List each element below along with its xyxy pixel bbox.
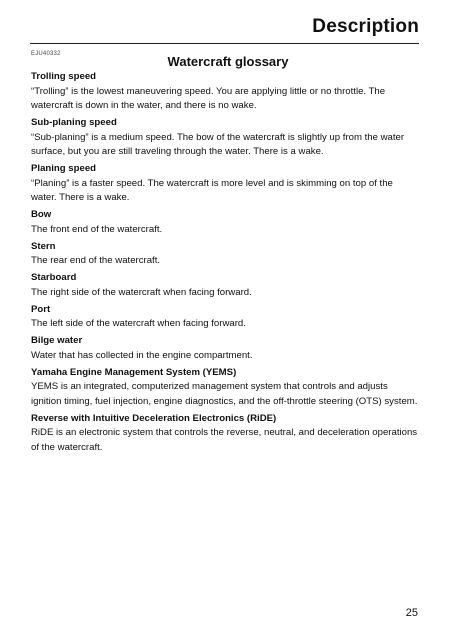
page-header [30,14,419,44]
glossary-definition: “Planing” is a faster speed. The watercraft is more level and is skimming on top of the water. There is a wake. [31,177,393,203]
header-rule [30,43,419,44]
glossary-term: Trolling speed [31,71,97,82]
section-title: Description [312,16,419,37]
glossary-definition: The left side of the watercraft when facing forward. [31,318,246,329]
glossary-term: Sub-planing speed [31,117,117,128]
page-number: 25 [405,607,418,619]
glossary-term: Yamaha Engine Management System (YEMS) [31,366,237,378]
glossary-definition: The right side of the watercraft when facing forward. [31,286,252,298]
document-code: EJU40332 [31,51,61,57]
glossary-term: Bilge water [31,335,83,346]
glossary-term: Port [31,303,51,315]
glossary-term: Starboard [31,272,77,283]
glossary-definition: YEMS is an integrated, computerized management system that controls and adjusts ignition timing, fuel injection, engine diagnostics, and the off-throttle steering (OTS) system. [31,381,418,407]
glossary-title: Watercraft glossary [167,54,289,69]
glossary-definition: The front end of the watercraft. [31,223,163,235]
glossary-term: Reverse with Intuitive Deceleration Electronics (RiDE) [31,412,277,424]
glossary-term: Stern [31,240,56,252]
glossary-definition: The rear end of the watercraft. [31,255,161,266]
glossary-definition: “Trolling” is the lowest maneuvering speed. You are applying little or no throttle. The watercraft is down in the water, and there is no wake. [31,85,386,111]
glossary-definition: “Sub-planing” is a medium speed. The bow of the watercraft is slightly up from the water surface, but you are still traveling through the water. There is a wake. [31,131,405,157]
glossary-definition: Water that has collected in the engine compartment. [31,349,253,361]
glossary-term: Planing speed [31,163,97,174]
glossary-term: Bow [31,209,52,220]
glossary-list [31,70,419,458]
glossary-definition: RiDE is an electronic system that controls the reverse, neutral, and deceleration operations of the watercraft. [31,427,418,453]
